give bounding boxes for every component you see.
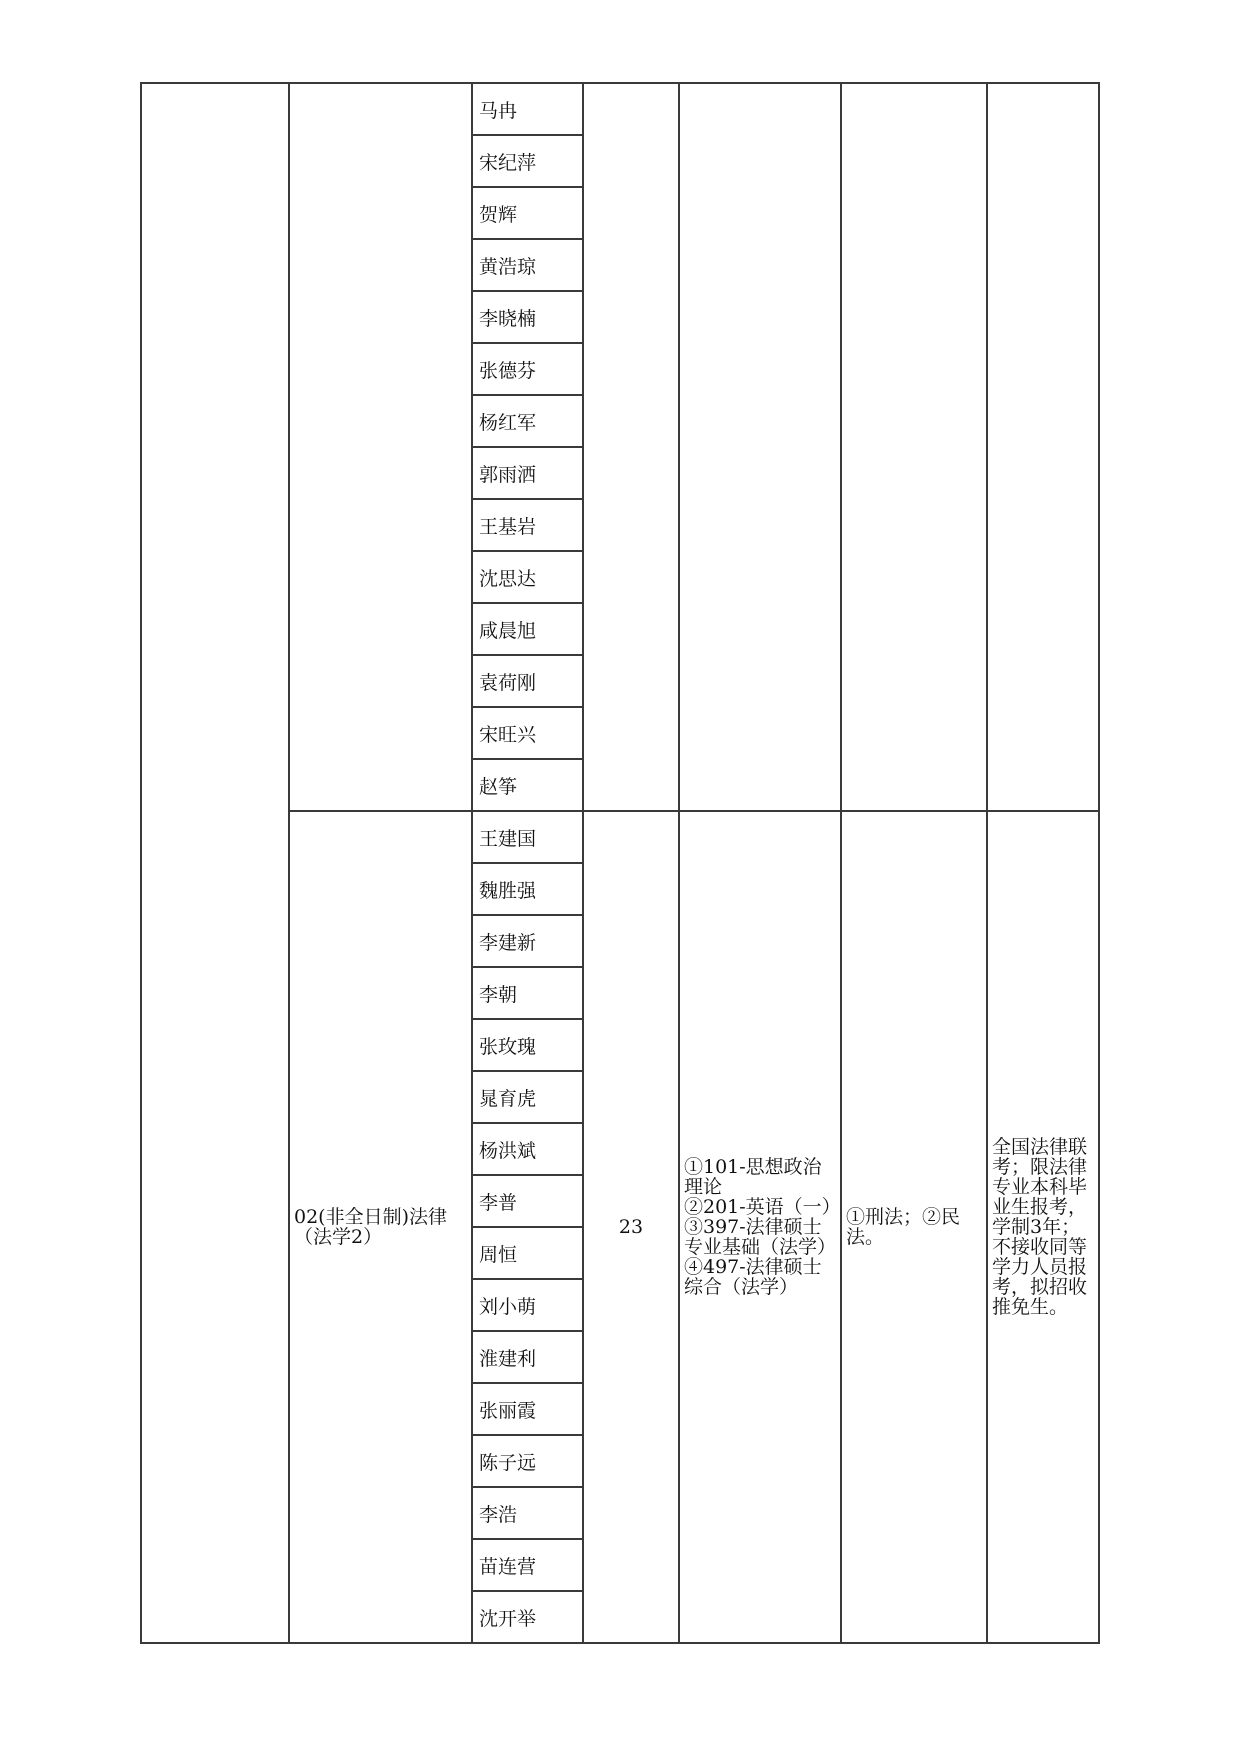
advisor-name: 马冉 xyxy=(472,83,583,135)
advisor-name: 黄浩琼 xyxy=(472,239,583,291)
program-note: 全国法律联考；限法律专业本科毕业生报考，学制3年；不接收同等学力人员报考，拟招收推免生。 xyxy=(987,811,1099,1643)
retest-cell-1 xyxy=(841,83,987,811)
advisor-name: 贺辉 xyxy=(472,187,583,239)
advisor-name: 杨洪斌 xyxy=(472,1123,583,1175)
exam-subject: ①101-思想政治理论 xyxy=(684,1156,822,1198)
advisor-name: 王基岩 xyxy=(472,499,583,551)
advisor-name: 李普 xyxy=(472,1175,583,1227)
advisor-name: 苗连营 xyxy=(472,1539,583,1591)
advisor-name: 沈开举 xyxy=(472,1591,583,1643)
department-cell xyxy=(141,83,289,1643)
subjects-cell-1 xyxy=(679,83,841,811)
advisor-name: 魏胜强 xyxy=(472,863,583,915)
exam-subject: ②201-英语（一） xyxy=(684,1196,841,1218)
advisor-name: 李建新 xyxy=(472,915,583,967)
advisor-name: 李晓楠 xyxy=(472,291,583,343)
advisor-name: 张德芬 xyxy=(472,343,583,395)
note-cell-1 xyxy=(987,83,1099,811)
advisor-name: 宋纪萍 xyxy=(472,135,583,187)
advisor-name: 刘小萌 xyxy=(472,1279,583,1331)
advisor-name: 赵筝 xyxy=(472,759,583,811)
exam-subjects xyxy=(679,811,841,1643)
advisor-name: 沈思达 xyxy=(472,551,583,603)
advisor-name: 杨红军 xyxy=(472,395,583,447)
advisor-name: 咸晨旭 xyxy=(472,603,583,655)
advisor-name: 张丽霞 xyxy=(472,1383,583,1435)
advisor-name: 袁荷刚 xyxy=(472,655,583,707)
enrollment-count: 23 xyxy=(583,811,679,1643)
advisor-name: 张玫瑰 xyxy=(472,1019,583,1071)
advisor-name: 李朝 xyxy=(472,967,583,1019)
advisor-name: 王建国 xyxy=(472,811,583,863)
exam-subject: ③397-法律硕士专业基础（法学） xyxy=(684,1216,837,1258)
advisor-name: 陈子远 xyxy=(472,1435,583,1487)
advisor-name: 淮建利 xyxy=(472,1331,583,1383)
advisor-name: 宋旺兴 xyxy=(472,707,583,759)
retest-subjects: ①刑法；②民法。 xyxy=(841,811,987,1643)
advisor-name: 李浩 xyxy=(472,1487,583,1539)
advisor-name: 郭雨洒 xyxy=(472,447,583,499)
advisor-name: 周恒 xyxy=(472,1227,583,1279)
advisor-name: 晁育虎 xyxy=(472,1071,583,1123)
program-name: 02(非全日制)法律（法学2） xyxy=(289,811,472,1643)
program-table xyxy=(140,82,1100,1644)
program-cell-1 xyxy=(289,83,472,811)
enrollment-cell-1 xyxy=(583,83,679,811)
exam-subject: ④497-法律硕士综合（法学） xyxy=(684,1256,822,1298)
